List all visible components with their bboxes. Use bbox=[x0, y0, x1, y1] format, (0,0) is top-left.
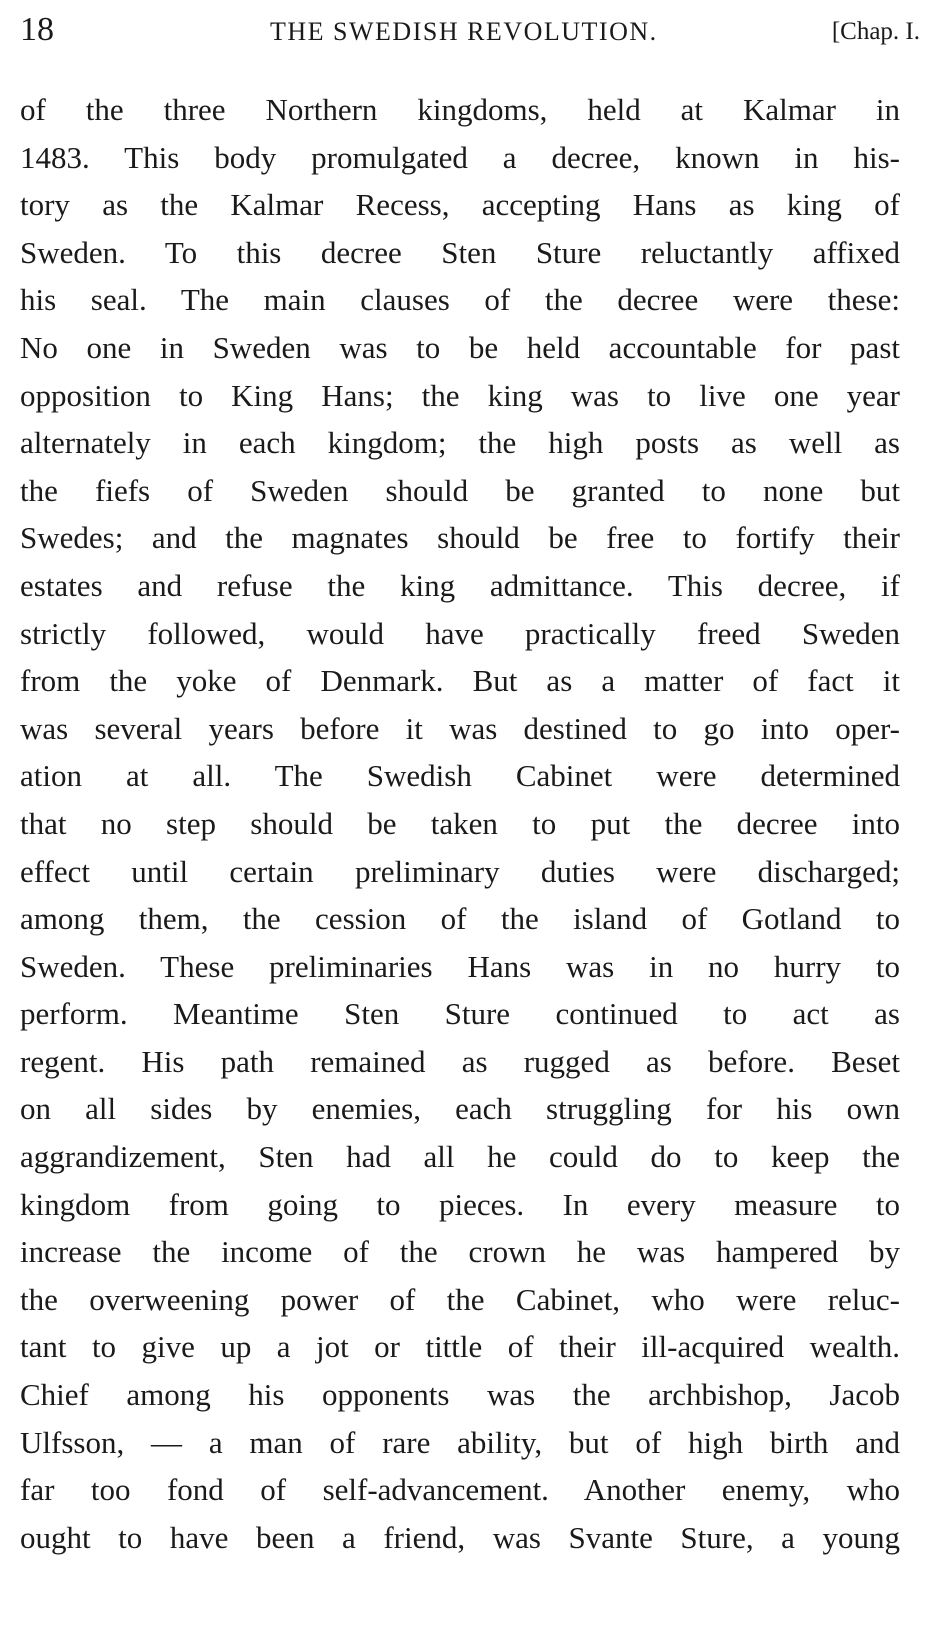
text-line: Swedes; and the magnates should be free to fortify their bbox=[20, 520, 900, 556]
running-title: THE SWEDISH REVOLUTION. bbox=[270, 17, 658, 46]
text-line: that no step should be taken to put the decree into bbox=[20, 805, 900, 841]
page-number: 18 bbox=[20, 11, 54, 48]
text-line: Sweden. These preliminaries Hans was in no hurry to bbox=[20, 948, 900, 984]
text-line: Chief among his opponents was the archbishop, Jacob bbox=[20, 1377, 900, 1413]
text-line: from the yoke of Denmark. But as a matter of fact it bbox=[20, 663, 900, 699]
text-line: opposition to King Hans; the king was to live one year bbox=[20, 377, 900, 413]
text-line: increase the income of the crown he was hampered by bbox=[20, 1234, 900, 1270]
text-line: ation at all. The Swedish Cabinet were determined bbox=[20, 758, 900, 794]
text-line: aggrandizement, Sten had all he could do to keep the bbox=[20, 1139, 900, 1175]
running-head bbox=[20, 8, 920, 52]
text-line: effect until certain preliminary duties were discharged; bbox=[20, 853, 900, 889]
chapter-reference: [Chap. I. bbox=[831, 18, 920, 45]
text-line: the overweening power of the Cabinet, who were reluc- bbox=[20, 1281, 900, 1317]
text-line: Sweden. To this decree Sten Sture reluctantly affixed bbox=[20, 234, 900, 270]
text-line: No one in Sweden was to be held accountable for past bbox=[20, 329, 900, 365]
text-line: tory as the Kalmar Recess, accepting Hans as king of bbox=[20, 187, 900, 223]
text-line: among them, the cession of the island of Gotland to bbox=[20, 901, 900, 937]
text-line: perform. Meantime Sten Sture continued to act as bbox=[20, 996, 900, 1032]
text-line: Ulfsson, — a man of rare ability, but of high birth and bbox=[20, 1424, 900, 1460]
text-line: kingdom from going to pieces. In every measure to bbox=[20, 1186, 900, 1222]
text-line: tant to give up a jot or tittle of their ill-acquired wealth. bbox=[20, 1329, 900, 1365]
text-line: ought to have been a friend, was Svante Sture, a young bbox=[20, 1519, 900, 1555]
text-line: 1483. This body promulgated a decree, known in his- bbox=[20, 139, 900, 175]
text-line: far too fond of self-advancement. Another enemy, who bbox=[20, 1472, 900, 1508]
text-line: was several years before it was destined to go into oper- bbox=[20, 710, 900, 746]
text-line: his seal. The main clauses of the decree were these: bbox=[20, 282, 900, 318]
text-line: alternately in each kingdom; the high posts as well as bbox=[20, 425, 900, 461]
text-line: estates and refuse the king admittance. This decree, if bbox=[20, 567, 900, 603]
body-text bbox=[20, 86, 900, 1561]
text-line: regent. His path remained as rugged as before. Beset bbox=[20, 1043, 900, 1079]
text-line: on all sides by enemies, each struggling for his own bbox=[20, 1091, 900, 1127]
text-line: strictly followed, would have practically freed Sweden bbox=[20, 615, 900, 651]
text-line: the fiefs of Sweden should be granted to none but bbox=[20, 472, 900, 508]
text-line: of the three Northern kingdoms, held at Kalmar in bbox=[20, 92, 900, 127]
